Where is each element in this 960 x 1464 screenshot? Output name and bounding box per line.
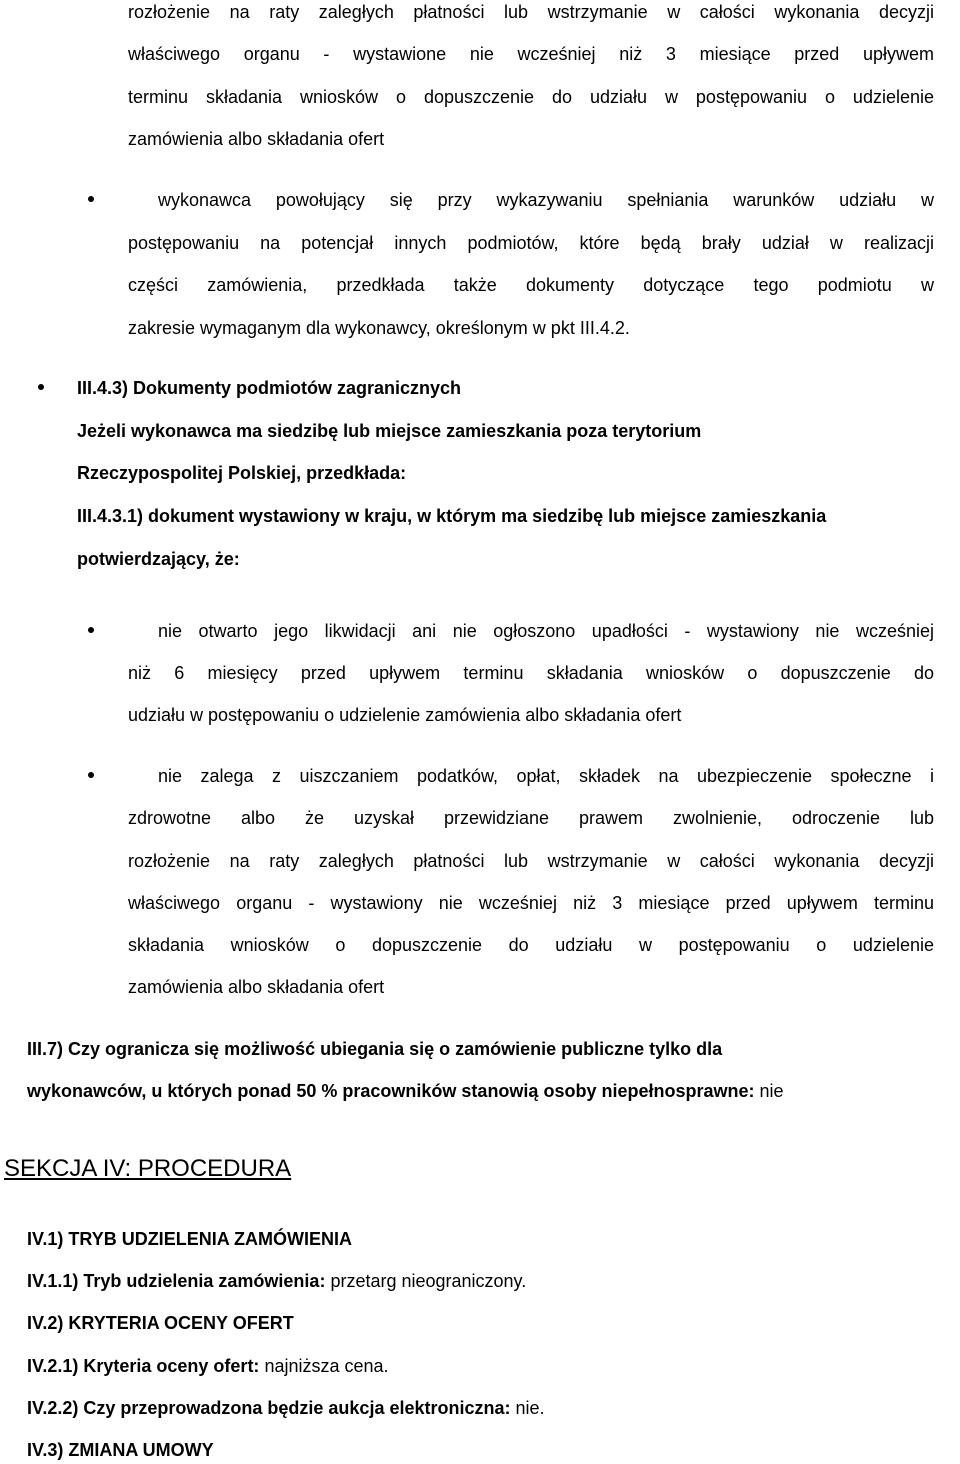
section-text-line: potwierdzający, że:	[77, 549, 240, 569]
bullet-text-line: wykonawca powołujący się przy wykazywaniu spełniania warunków udziału w	[158, 190, 934, 210]
subsection-heading: IV.2) KRYTERIA OCENY OFERT	[27, 1313, 294, 1333]
bullet-icon	[38, 384, 44, 390]
paragraph-line: rozłożenie na raty zaległych płatności lub wstrzymanie w całości wykonania decyzji	[128, 2, 934, 22]
field-label: IV.2.1) Kryteria oceny ofert:	[27, 1356, 260, 1376]
bullet-text-line: składania wniosków o dopuszczenie do udziału w postępowaniu o udzielenie	[128, 935, 934, 955]
bullet-text-line: rozłożenie na raty zaległych płatności lub wstrzymanie w całości wykonania decyzji	[128, 851, 934, 871]
bullet-text-line: zamówienia albo składania ofert	[128, 977, 385, 997]
field-line	[27, 1397, 545, 1419]
bullet-text-line: udziału w postępowaniu o udzielenie zamówienia albo składania ofert	[128, 705, 682, 725]
section-heading: III.4.3) Dokumenty podmiotów zagranicznych	[77, 378, 462, 398]
bullet-text-line: niż 6 miesięcy przed upływem terminu składania wniosków o dopuszczenie do	[128, 663, 934, 683]
paragraph-line: zamówienia albo składania ofert	[128, 129, 385, 149]
section-title: SEKCJA IV: PROCEDURA	[4, 1155, 292, 1182]
answer-value: nie	[754, 1081, 784, 1101]
bullet-text-line: postępowaniu na potencjał innych podmiotów, które będą brały udział w realizacji	[128, 233, 934, 253]
field-label: IV.1.1) Tryb udzielenia zamówienia:	[27, 1271, 326, 1291]
paragraph-line: terminu składania wniosków o dopuszczenie do udziału w postępowaniu o udzielenie	[128, 87, 934, 107]
bullet-icon	[88, 627, 94, 633]
section-text-line: Jeżeli wykonawca ma siedzibę lub miejsce zamieszkania poza terytorium	[77, 421, 702, 441]
bullet-text-line: zdrowotne albo że uzyskał przewidziane prawem zwolnienie, odroczenie lub	[128, 808, 934, 828]
bullet-icon	[88, 196, 94, 202]
field-value: nie.	[510, 1398, 545, 1418]
subsection-heading: IV.1) TRYB UDZIELENIA ZAMÓWIENIA	[27, 1229, 353, 1249]
section-text-line: Rzeczypospolitej Polskiej, przedkłada:	[77, 463, 407, 483]
section-text-line: III.4.3.1) dokument wystawiony w kraju, w którym ma siedzibę lub miejsce zamieszkania	[77, 506, 827, 526]
field-line	[27, 1355, 389, 1377]
bullet-text-line: nie otwarto jego likwidacji ani nie ogłoszono upadłości - wystawiony nie wcześniej	[158, 621, 934, 641]
section-text-line	[27, 1080, 784, 1102]
bullet-text-line: zakresie wymaganym dla wykonawcy, określonym w pkt III.4.2.	[128, 318, 630, 338]
bullet-text-line: części zamówienia, przedkłada także dokumenty dotyczące tego podmiotu w	[128, 275, 934, 295]
question-label: wykonawców, u których ponad 50 % pracowników stanowią osoby niepełnosprawne:	[27, 1081, 755, 1101]
field-value: najniższa cena.	[259, 1356, 389, 1376]
bullet-text-line: nie zalega z uiszczaniem podatków, opłat, składek na ubezpieczenie społeczne i	[158, 766, 934, 786]
section-heading: III.7) Czy ogranicza się możliwość ubiegania się o zamówienie publiczne tylko dla	[27, 1039, 723, 1059]
field-value: przetarg nieograniczony.	[325, 1271, 527, 1291]
field-label: IV.2.2) Czy przeprowadzona będzie aukcja elektroniczna:	[27, 1398, 511, 1418]
paragraph-line: właściwego organu - wystawione nie wcześniej niż 3 miesiące przed upływem	[128, 44, 934, 64]
field-line	[27, 1270, 526, 1292]
bullet-icon	[88, 772, 94, 778]
bullet-text-line: właściwego organu - wystawiony nie wcześniej niż 3 miesiące przed upływem terminu	[128, 893, 934, 913]
subsection-heading: IV.3) ZMIANA UMOWY	[27, 1440, 214, 1460]
